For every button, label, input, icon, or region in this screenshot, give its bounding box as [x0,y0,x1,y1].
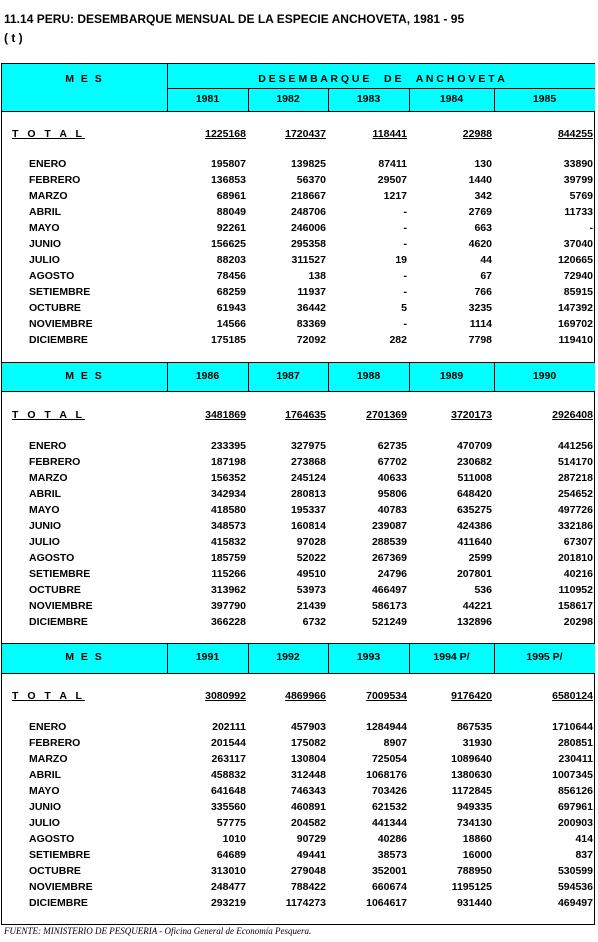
table-cell: 397790 [210,600,246,612]
table-cell: 156352 [210,472,246,484]
table-cell: 460891 [290,801,326,813]
table-cell: 1114 [469,318,492,330]
col-divider [409,362,410,391]
table-cell: 33890 [563,158,593,170]
table-cell: 697961 [557,801,593,813]
col-divider [328,643,329,673]
table-cell: 725054 [371,753,407,765]
table-cell: 949335 [456,801,492,813]
month-label: DICIEMBRE [29,897,88,909]
month-label: OCTUBRE [29,865,81,877]
table-cell: 207801 [456,568,492,580]
table-cell: 521249 [371,616,407,628]
total-value: 1225168 [205,128,246,140]
table-cell: 248477 [210,881,246,893]
mes-label: M E S [65,651,104,663]
table-cell: 156625 [210,238,246,250]
table-cell: - [403,222,407,234]
table-cell: 83369 [296,318,326,330]
table-cell: 49441 [296,849,326,861]
year-header: 1981 [195,93,220,105]
table-cell: 158617 [557,600,593,612]
table-cell: 37040 [563,238,593,250]
table-cell: 7798 [468,334,492,346]
table-cell: 466497 [371,584,407,596]
unit-label: ( t ) [4,31,23,45]
table-cell: 38573 [377,849,407,861]
band-bottom-border [1,673,595,674]
table-cell: 204582 [290,817,326,829]
month-label: JULIO [29,536,60,548]
table-cell: 147392 [557,302,593,314]
table-cell: 766 [474,286,492,298]
table-cell: 72940 [563,270,593,282]
table-cell: 586173 [371,600,407,612]
table-cell: 457903 [290,721,326,733]
table-cell: 5769 [569,190,593,202]
table-cell: 788950 [456,865,492,877]
table-cell: 470709 [456,440,492,452]
total-value: 22988 [462,128,492,140]
month-label: DICIEMBRE [29,334,88,346]
band-top-border [1,63,595,64]
table-cell: 68961 [216,190,246,202]
table-cell: 239087 [371,520,407,532]
table-cell: 185759 [210,552,246,564]
table-cell: 87411 [378,158,407,170]
year-header: 1983 [356,93,381,105]
col-divider [328,362,329,391]
table-cell: 40633 [377,472,407,484]
total-value: 3481869 [205,409,246,421]
table-cell: 31930 [462,737,492,749]
month-label: ENERO [29,158,67,170]
table-cell: 19 [395,254,407,266]
table-cell: 169702 [557,318,593,330]
table-cell: 88049 [216,206,246,218]
table-cell: 342 [474,190,492,202]
col-divider [494,643,495,673]
table-cell: 1007345 [552,769,593,781]
table-cell: 72092 [296,334,326,346]
year-header: 1994 P/ [433,651,470,663]
total-value: 7009534 [366,690,407,702]
total-value: 4869966 [285,690,326,702]
table-cell: 366228 [210,616,246,628]
month-label: FEBRERO [29,456,81,468]
table-cell: 95806 [377,488,407,500]
month-label: ABRIL [29,769,62,781]
table-cell: 441344 [371,817,407,829]
table-cell: 40783 [377,504,407,516]
table-cell: 16000 [462,849,492,861]
table-cell: 39799 [563,174,593,186]
table-cell: 856126 [557,785,593,797]
month-label: MARZO [29,190,68,202]
col-divider [494,88,495,111]
table-cell: - [403,270,407,282]
total-value: 844255 [557,128,593,140]
table-cell: 414 [575,833,593,845]
table-cell: 29507 [377,174,407,186]
table-cell: 458832 [210,769,246,781]
year-header: 1989 [439,370,464,382]
year-header: 1988 [356,370,381,382]
table-cell: 201810 [557,552,593,564]
table-cell: 536 [474,584,492,596]
table-cell: 287218 [557,472,593,484]
table-cell: 1174273 [285,897,326,909]
table-cell: 24796 [377,568,407,580]
month-label: NOVIEMBRE [29,318,93,330]
table-cell: 837 [575,849,593,861]
table-cell: 411640 [457,536,492,548]
table-cell: 57775 [216,817,246,829]
month-label: MAYO [29,222,60,234]
group-underline [167,88,595,89]
table-cell: 648420 [456,488,492,500]
month-label: MAYO [29,785,60,797]
table-cell: - [403,318,407,330]
table-cell: 530599 [557,865,593,877]
month-label: SETIEMBRE [29,286,91,298]
table-cell: 230682 [456,456,492,468]
table-cell: 246006 [290,222,326,234]
table-cell: 67307 [563,536,593,548]
col-divider [248,88,249,111]
table-cell: 175082 [290,737,326,749]
table-cell: 313010 [210,865,246,877]
month-label: ABRIL [29,206,62,218]
table-cell: 139825 [290,158,326,170]
table-cell: 11733 [564,206,593,218]
table-cell: 36442 [296,302,326,314]
table-cell: 78456 [216,270,246,282]
table-cell: 469497 [557,897,593,909]
table-cell: 18860 [462,833,492,845]
total-value: 2701369 [366,409,407,421]
year-header: 1991 [195,651,220,663]
month-label: ENERO [29,721,67,733]
table-cell: 53973 [296,584,326,596]
table-cell: 1710644 [552,721,593,733]
month-label: JUNIO [29,801,62,813]
table-cell: 233395 [210,440,246,452]
table-cell: 92261 [216,222,246,234]
table-cell: 64689 [216,849,246,861]
table-cell: 138 [308,270,326,282]
table-cell: 5 [401,302,407,314]
table-cell: 115266 [211,568,246,580]
table-cell: 40286 [377,833,407,845]
month-label: OCTUBRE [29,302,81,314]
total-value: 9176420 [451,690,492,702]
total-value: 118441 [372,128,407,140]
table-cell: 511008 [457,472,492,484]
table-cell: 931440 [456,897,492,909]
table-cell: 97028 [296,536,326,548]
table-cell: 280851 [557,737,593,749]
year-header: 1990 [532,370,557,382]
table-cell: 1440 [468,174,492,186]
table-cell: 195807 [210,158,246,170]
table-cell: 279048 [290,865,326,877]
total-value: 3080992 [205,690,246,702]
table-cell: 332186 [557,520,593,532]
table-cell: 2769 [468,206,492,218]
year-header: 1982 [276,93,300,105]
month-label: AGOSTO [29,552,75,564]
year-header: 1986 [195,370,220,382]
table-cell: 110952 [558,584,593,596]
table-cell: 327975 [290,440,326,452]
month-label: MARZO [29,472,68,484]
table-cell: 62735 [377,440,407,452]
table-cell: 200903 [557,817,593,829]
table-cell: 282 [389,334,407,346]
total-label: T O T A L [12,690,85,702]
band-bottom-border [1,391,595,392]
table-cell: 1010 [222,833,246,845]
col-divider [409,88,410,111]
table-cell: 136853 [210,174,246,186]
table-cell: 130804 [290,753,326,765]
table-cell: 230411 [558,753,593,765]
col-divider [409,643,410,673]
table-cell: 202111 [212,721,246,733]
month-label: JUNIO [29,238,62,250]
col-divider [248,643,249,673]
table-cell: 703426 [371,785,407,797]
month-label: NOVIEMBRE [29,600,93,612]
table-cell: 245124 [290,472,326,484]
table-cell: 187198 [210,456,246,468]
table-cell: 273868 [290,456,326,468]
table-cell: 14566 [216,318,246,330]
table-cell: 6732 [302,616,326,628]
table-cell: 21439 [296,600,326,612]
total-value: 1720437 [285,128,326,140]
table-cell: 312448 [290,769,326,781]
table-cell: 3235 [468,302,492,314]
table-cell: 746343 [290,785,326,797]
band-top-border [1,362,595,363]
year-header: 1992 [276,651,300,663]
table-cell: 56370 [296,174,326,186]
table-cell: 424386 [456,520,492,532]
table-cell: 201544 [210,737,246,749]
table-cell: 20298 [563,616,593,628]
table-cell: 44 [480,254,492,266]
table-cell: 195337 [290,504,326,516]
table-cell: 1195125 [451,881,492,893]
table-cell: 348573 [210,520,246,532]
table-cell: 1089640 [451,753,492,765]
table-cell: 497726 [557,504,593,516]
table-cell: 119410 [558,334,593,346]
table-cell: - [403,286,407,298]
col-divider [494,362,495,391]
table-cell: 788422 [290,881,326,893]
table-cell: 1217 [383,190,407,202]
month-label: SETIEMBRE [29,849,91,861]
source-note: FUENTE: MINISTERIO DE PESQUERIA - Oficina General de Economía Pesquera. [4,926,312,936]
table-cell: 1284944 [366,721,407,733]
total-value: 1764635 [285,409,326,421]
year-header: 1993 [356,651,381,663]
month-label: DICIEMBRE [29,616,88,628]
table-cell: 1380630 [451,769,492,781]
month-label: ABRIL [29,488,62,500]
table-cell: 85915 [563,286,593,298]
year-header: 1984 [439,93,464,105]
band-top-border [1,643,595,644]
table-cell: 660674 [371,881,407,893]
total-label: T O T A L [12,409,85,421]
table-cell: 280813 [290,488,326,500]
total-label: T O T A L [12,128,85,140]
table-cell: 293219 [210,897,246,909]
month-label: NOVIEMBRE [29,881,93,893]
table-cell: 90729 [296,833,326,845]
table-cell: 120665 [557,254,593,266]
table-cell: 8907 [383,737,407,749]
year-header: 1985 [532,93,557,105]
table-cell: 867535 [456,721,492,733]
table-cell: - [403,238,407,250]
table-cell: 335560 [210,801,246,813]
group-header: D E S E M B A R Q U E D E A N C H O V E T A [258,73,505,85]
table-cell: 418580 [210,504,246,516]
table-cell: 295358 [290,238,326,250]
table-cell: 11937 [297,286,326,298]
table-cell: 40216 [563,568,593,580]
mes-label: M E S [65,370,104,382]
table-cell: 441256 [557,440,593,452]
table-cell: 52022 [296,552,326,564]
table-cell: 44221 [462,600,492,612]
table-cell: 160814 [290,520,326,532]
month-label: OCTUBRE [29,584,81,596]
month-label: AGOSTO [29,270,75,282]
month-label: AGOSTO [29,833,75,845]
table-cell: 635275 [456,504,492,516]
month-label: SETIEMBRE [29,568,91,580]
table-cell: 263117 [211,753,246,765]
table-cell: 663 [474,222,492,234]
table-cell: 130 [474,158,492,170]
table-cell: 2599 [468,552,492,564]
table-cell: 313962 [210,584,246,596]
table-cell: 288539 [371,536,407,548]
month-label: FEBRERO [29,737,81,749]
table-cell: 1064617 [366,897,407,909]
table-cell: 1068176 [366,769,407,781]
band-bottom-border [1,111,595,112]
table-cell: 415832 [210,536,246,548]
table-cell: 4620 [468,238,492,250]
month-label: JULIO [29,254,60,266]
table-cell: 342934 [210,488,246,500]
table-cell: 734130 [456,817,492,829]
month-label: JUNIO [29,520,62,532]
table-cell: 67702 [377,456,407,468]
table-cell: 68259 [216,286,246,298]
total-value: 6580124 [552,690,593,702]
year-header: 1987 [276,370,300,382]
table-cell: - [589,222,593,234]
col-divider [328,88,329,111]
table-cell: 621532 [371,801,407,813]
table-cell: 88203 [216,254,246,266]
col-divider [248,362,249,391]
table-cell: 175185 [210,334,246,346]
month-label: JULIO [29,817,60,829]
table-cell: 514170 [557,456,593,468]
table-cell: 352001 [371,865,407,877]
table-cell: 248706 [290,206,326,218]
table-cell: 218667 [290,190,326,202]
table-cell: 641648 [210,785,246,797]
month-label: FEBRERO [29,174,81,186]
month-label: MARZO [29,753,68,765]
table-cell: 311527 [291,254,326,266]
mes-label: M E S [65,73,104,85]
total-value: 2926408 [552,409,593,421]
table-cell: 254652 [557,488,593,500]
total-value: 3720173 [451,409,492,421]
table-cell: 1172845 [451,785,492,797]
table-cell: - [403,206,407,218]
table-cell: 132896 [456,616,492,628]
table-cell: 267369 [371,552,407,564]
month-label: ENERO [29,440,67,452]
month-label: MAYO [29,504,60,516]
table-cell: 49510 [296,568,326,580]
page-title: 11.14 PERU: DESEMBARQUE MENSUAL DE LA ESPECIE ANCHOVETA, 1981 - 95 [4,12,465,26]
year-header: 1995 P/ [526,651,563,663]
table-cell: 61943 [216,302,246,314]
table-cell: 67 [480,270,492,282]
table-cell: 594536 [557,881,593,893]
